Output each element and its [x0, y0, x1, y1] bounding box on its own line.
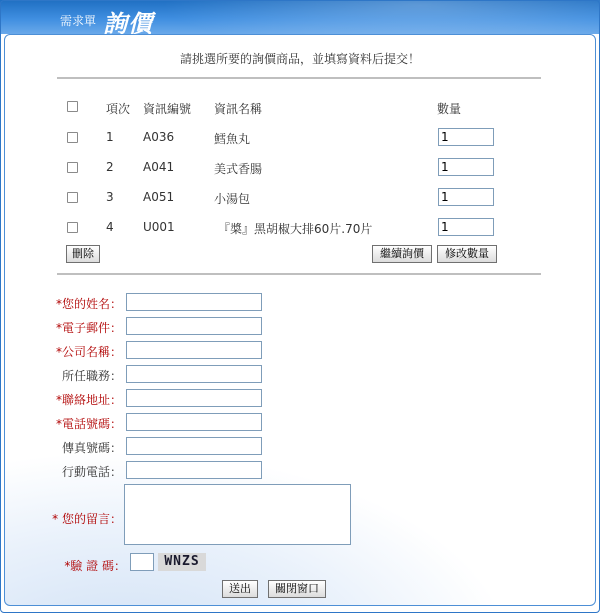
header-code: 資訊編號 [143, 102, 192, 116]
fax-input[interactable] [126, 437, 262, 455]
row-code: A036 [143, 130, 175, 144]
row-qty-input[interactable] [438, 158, 494, 176]
position-label: 所任職務： [61, 369, 122, 383]
email-input[interactable] [126, 317, 262, 335]
submit-button[interactable]: 送出 [222, 580, 258, 598]
message-label: * 您的留言： [52, 512, 122, 526]
company-label: *公司名稱： [55, 345, 122, 359]
header-name: 資訊名稱 [214, 102, 263, 116]
row-name: 『槳』黑胡椒大排60片.70片 [218, 222, 373, 236]
row-index: 1 [106, 130, 114, 144]
close-window-button[interactable]: 關閉窗口 [268, 580, 326, 598]
row-qty-input[interactable] [438, 188, 494, 206]
captcha-label: *驗 證 碼： [64, 559, 126, 573]
email-label: *電子郵件： [55, 321, 122, 335]
header-bar [0, 0, 600, 34]
divider-top [57, 77, 541, 79]
row-index: 2 [106, 160, 114, 174]
captcha-image: WNZS [158, 553, 206, 571]
header-qty: 數量 [437, 102, 462, 116]
delete-button[interactable]: 刪除 [66, 245, 100, 263]
captcha-input[interactable] [130, 553, 154, 571]
row-qty-input[interactable] [438, 218, 494, 236]
header-index: 項次 [106, 102, 131, 116]
fax-label: 傳真號碼： [61, 441, 122, 455]
phone-input[interactable] [126, 413, 262, 431]
row-code: A051 [143, 190, 175, 204]
row-checkbox[interactable] [67, 132, 78, 143]
modify-quantity-button[interactable]: 修改數量 [437, 245, 497, 263]
company-input[interactable] [126, 341, 262, 359]
row-qty-input[interactable] [438, 128, 494, 146]
mobile-input[interactable] [126, 461, 262, 479]
address-label: *聯絡地址： [55, 393, 122, 407]
message-textarea[interactable] [124, 484, 351, 545]
row-name: 美式香腸 [214, 162, 263, 176]
row-name: 小湯包 [214, 192, 251, 206]
row-index: 4 [106, 220, 114, 234]
select-all-checkbox[interactable] [67, 101, 78, 112]
mobile-label: 行動電話： [61, 465, 122, 479]
row-code: U001 [143, 220, 175, 234]
header-subtitle: 需求單 [60, 14, 97, 28]
row-checkbox[interactable] [67, 192, 78, 203]
header-swoosh [160, 0, 600, 34]
address-input[interactable] [126, 389, 262, 407]
row-code: A041 [143, 160, 175, 174]
instruction-text: 請挑選所要的詢價商品，並填寫資料后提交！ [179, 52, 420, 66]
continue-inquiry-button[interactable]: 繼續詢價 [372, 245, 432, 263]
header-title: 詢價 [103, 9, 153, 34]
divider-bottom [57, 273, 541, 275]
name-label: *您的姓名： [55, 297, 122, 311]
name-input[interactable] [126, 293, 262, 311]
row-checkbox[interactable] [67, 222, 78, 233]
row-name: 鱈魚丸 [214, 132, 251, 146]
phone-label: *電話號碼： [55, 417, 122, 431]
position-input[interactable] [126, 365, 262, 383]
row-checkbox[interactable] [67, 162, 78, 173]
row-index: 3 [106, 190, 114, 204]
